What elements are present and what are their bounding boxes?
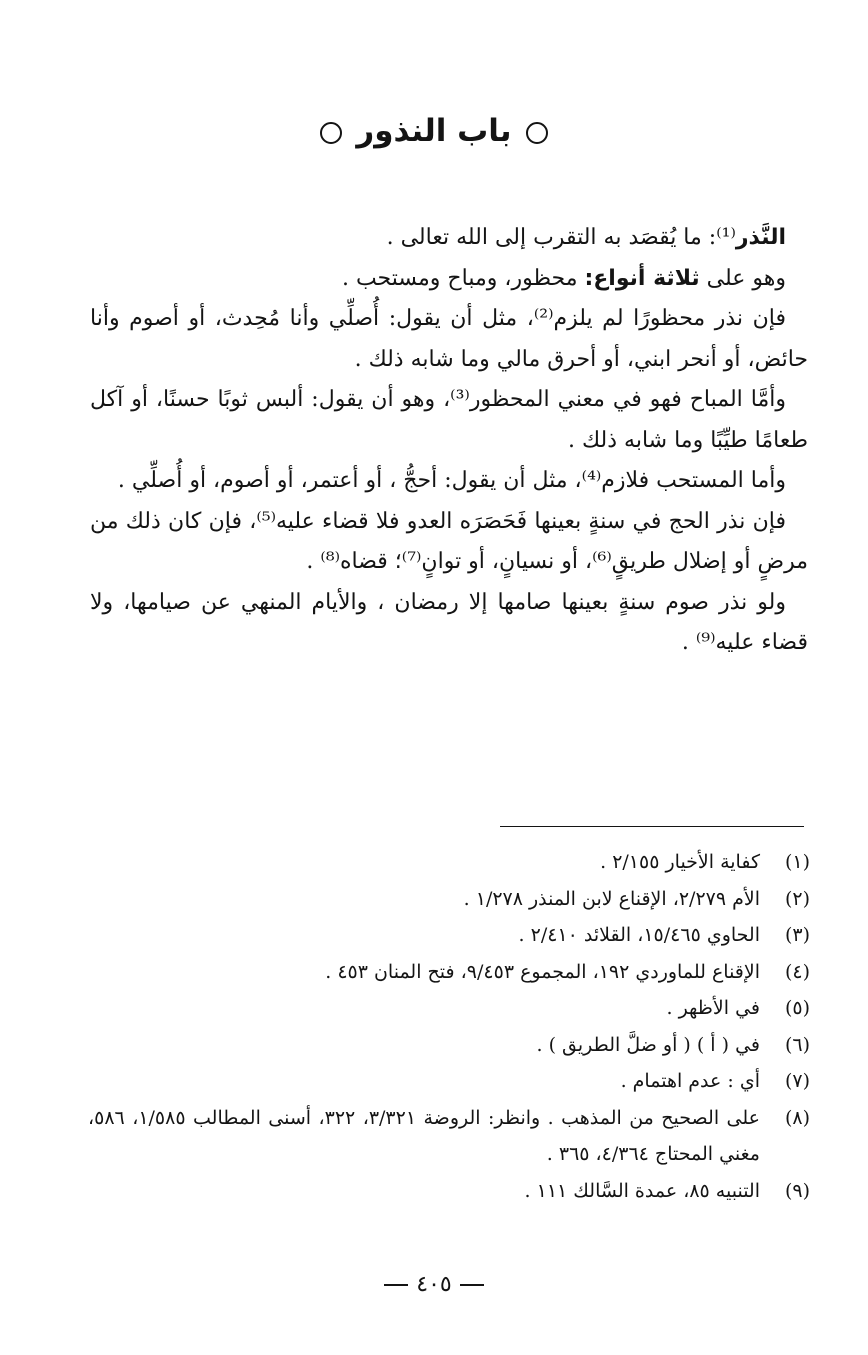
main-text (90, 218, 808, 664)
footnote-number: (٧) (784, 1070, 810, 1092)
footnotes (88, 844, 810, 1209)
dash-ornament (384, 1284, 408, 1286)
footnote (88, 990, 810, 1027)
paragraph: فإن نذر محظورًا لم يلزم⁽²⁾، مثل أن يقول: أُصلِّي وأنا مُحِدث، أو أصوم وأنا حائض، أو أنحر ابني، أو أحرق مالي وما شابه ذلك . (90, 306, 808, 372)
dash-ornament (460, 1284, 484, 1286)
footnote-text: الإقناع للماوردي ١٩٢، المجموع ٩/٤٥٣، فتح المنان ٤٥٣ . (325, 960, 760, 983)
paragraph: فإن نذر الحج في سنةٍ بعينها فَحَصَرَه العدو فلا قضاء عليه⁽⁵⁾، فإن كان ذلك من مرضٍ أو إضلال طريقٍ⁽⁶⁾، أو نسيانٍ، أو توانٍ⁽⁷⁾؛ قضاه⁽⁸⁾ . (90, 508, 808, 574)
footnote (88, 1100, 810, 1173)
footnote (88, 1063, 810, 1100)
footnote-text: الحاوي ١٥/٤٦٥، القلائد ٢/٤١٠ . (518, 924, 760, 946)
footnote-text: في الأظهر . (666, 997, 760, 1019)
footnote-text: التنبيه ٨٥، عمدة السَّالك ١١١ . (524, 1179, 760, 1202)
footnote-number: (٦) (784, 1033, 810, 1056)
footnote-text: على الصحيح من المذهب . وانظر: الروضة ٣/٣٢١، ٣٢٢، أسنى المطالب ١/٥٨٥، ٥٨٦، مغني المحتاج ٤/٣٦٤، ٣٦٥ . (88, 1106, 760, 1165)
paragraph-text: وهو على (699, 265, 786, 291)
circle-ornament-icon (526, 122, 548, 144)
paragraph-text: محظور، ومباح ومستحب . (341, 265, 585, 291)
paragraph: وأما المستحب فلازم⁽⁴⁾، مثل أن يقول: أحجُّ ، أو أعتمر، أو أصوم، أو أُصلِّي . (117, 468, 786, 493)
footnote-number: (٨) (784, 1106, 810, 1129)
paragraph (90, 218, 808, 259)
footnote-text: الأم ٢/٢٧٩، الإقناع لابن المنذر ١/٢٧٨ . (463, 887, 760, 910)
paragraph (90, 259, 808, 300)
paragraph: ولو نذر صوم سنةٍ بعينها صامها إلا رمضان ، والأيام المنهي عن صيامها، ولا قضاء عليه⁽⁹⁾ . (90, 589, 808, 655)
footnote (88, 1027, 810, 1064)
footnote (88, 844, 810, 881)
circle-ornament-icon (320, 122, 342, 144)
footnote (88, 881, 810, 918)
chapter-title (0, 113, 868, 149)
paragraph-text: ⁽¹⁾: ما يُقصَد به التقرب إلى الله تعالى . (386, 225, 736, 250)
paragraph: وأمَّا المباح فهو في معني المحظور⁽³⁾، وهو أن يقول: ألبس ثوبًا حسنًا، أو آكل طعامًا طيِّبًا وما شابه ذلك . (90, 387, 808, 453)
footnote (88, 917, 810, 954)
page-number-text: ٤٠٥ (416, 1272, 452, 1297)
footnote-number: (٢) (784, 887, 810, 910)
term-bold: ثلاثة أنواع: (584, 265, 700, 291)
footnote-number: (٥) (784, 997, 810, 1019)
term-bold: النَّذر (735, 225, 786, 250)
chapter-title-text: باب النذور (356, 113, 512, 149)
footnote-text: أي : عدم اهتمام . (620, 1070, 760, 1092)
footnote-number: (٤) (784, 960, 810, 983)
page-number (0, 1272, 868, 1297)
footnote-text: في ( أ ) ( أو ضلَّ الطريق ) . (536, 1033, 760, 1056)
footnote (88, 954, 810, 991)
footnote-number: (٩) (784, 1179, 810, 1202)
footnote-number: (١) (784, 851, 810, 873)
footnote-number: (٣) (784, 924, 810, 946)
footnote (88, 1173, 810, 1210)
footnote-divider (500, 826, 804, 827)
footnote-text: كفاية الأخيار ٢/١٥٥ . (600, 851, 760, 873)
